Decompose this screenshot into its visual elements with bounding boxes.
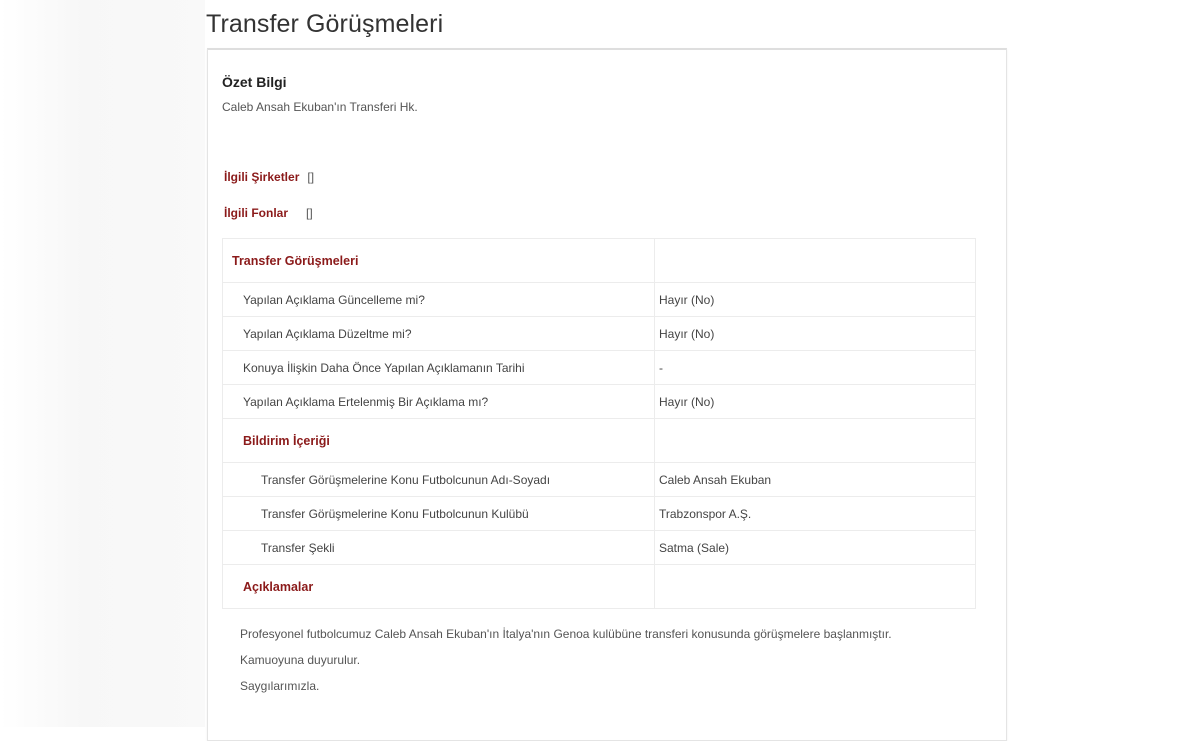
row-value: Trabzonspor A.Ş.	[655, 497, 976, 531]
description-paragraph: Saygılarımızla.	[240, 679, 320, 693]
table-row	[223, 351, 976, 385]
table-subsection-row	[223, 419, 976, 463]
section-title: Transfer Görüşmeleri	[232, 253, 359, 268]
description-paragraph: Kamuoyuna duyurulur.	[240, 653, 361, 667]
table-row	[223, 497, 976, 531]
description-text	[240, 624, 948, 702]
notes-title: Açıklamalar	[243, 579, 314, 594]
notes-empty-cell	[655, 565, 976, 609]
table-row	[223, 385, 976, 419]
table-row	[223, 317, 976, 351]
related-funds[interactable]	[224, 206, 313, 220]
table-row	[223, 283, 976, 317]
table-notes-row	[223, 565, 976, 609]
row-value: Caleb Ansah Ekuban	[655, 463, 976, 497]
row-value: Hayır (No)	[655, 385, 976, 419]
related-companies[interactable]	[224, 170, 314, 184]
related-companies-label[interactable]: İlgili Şirketler	[224, 170, 300, 184]
row-label: Yapılan Açıklama Düzeltme mi?	[223, 317, 655, 351]
row-value: Hayır (No)	[655, 283, 976, 317]
table-row	[223, 463, 976, 497]
subsection-empty-cell	[655, 419, 976, 463]
summary-heading: Özet Bilgi	[222, 74, 287, 90]
row-value: Satma (Sale)	[655, 531, 976, 565]
row-value: Hayır (No)	[655, 317, 976, 351]
page-background-left	[0, 0, 205, 727]
subsection-title: Bildirim İçeriği	[243, 433, 330, 448]
row-label: Transfer Görüşmelerine Konu Futbolcunun Adı-Soyadı	[223, 463, 655, 497]
row-label: Transfer Görüşmelerine Konu Futbolcunun Kulübü	[223, 497, 655, 531]
description-paragraph: Profesyonel futbolcumuz Caleb Ansah Ekuban'ın İtalya'nın Genoa kulübüne transferi konusunda görüşmelere başlanmıştır.	[240, 627, 892, 641]
row-value: -	[655, 351, 976, 385]
table-row	[223, 531, 976, 565]
related-funds-value: []	[306, 206, 313, 220]
page-title: Transfer Görüşmeleri	[206, 10, 444, 38]
row-label: Transfer Şekli	[223, 531, 655, 565]
summary-text: Caleb Ansah Ekuban'ın Transferi Hk.	[222, 100, 418, 114]
row-label: Konuya İlişkin Daha Önce Yapılan Açıklamanın Tarihi	[223, 351, 655, 385]
related-companies-value: []	[307, 170, 315, 184]
notes-title-cell	[223, 565, 655, 609]
section-title-cell	[223, 239, 655, 283]
row-label: Yapılan Açıklama Güncelleme mi?	[223, 283, 655, 317]
subsection-title-cell	[223, 419, 655, 463]
table-section-row	[223, 239, 976, 283]
section-empty-cell	[655, 239, 976, 283]
row-label: Yapılan Açıklama Ertelenmiş Bir Açıklama mı?	[223, 385, 655, 419]
related-funds-label[interactable]: İlgili Fonlar	[224, 206, 289, 220]
detail-table	[222, 238, 976, 609]
